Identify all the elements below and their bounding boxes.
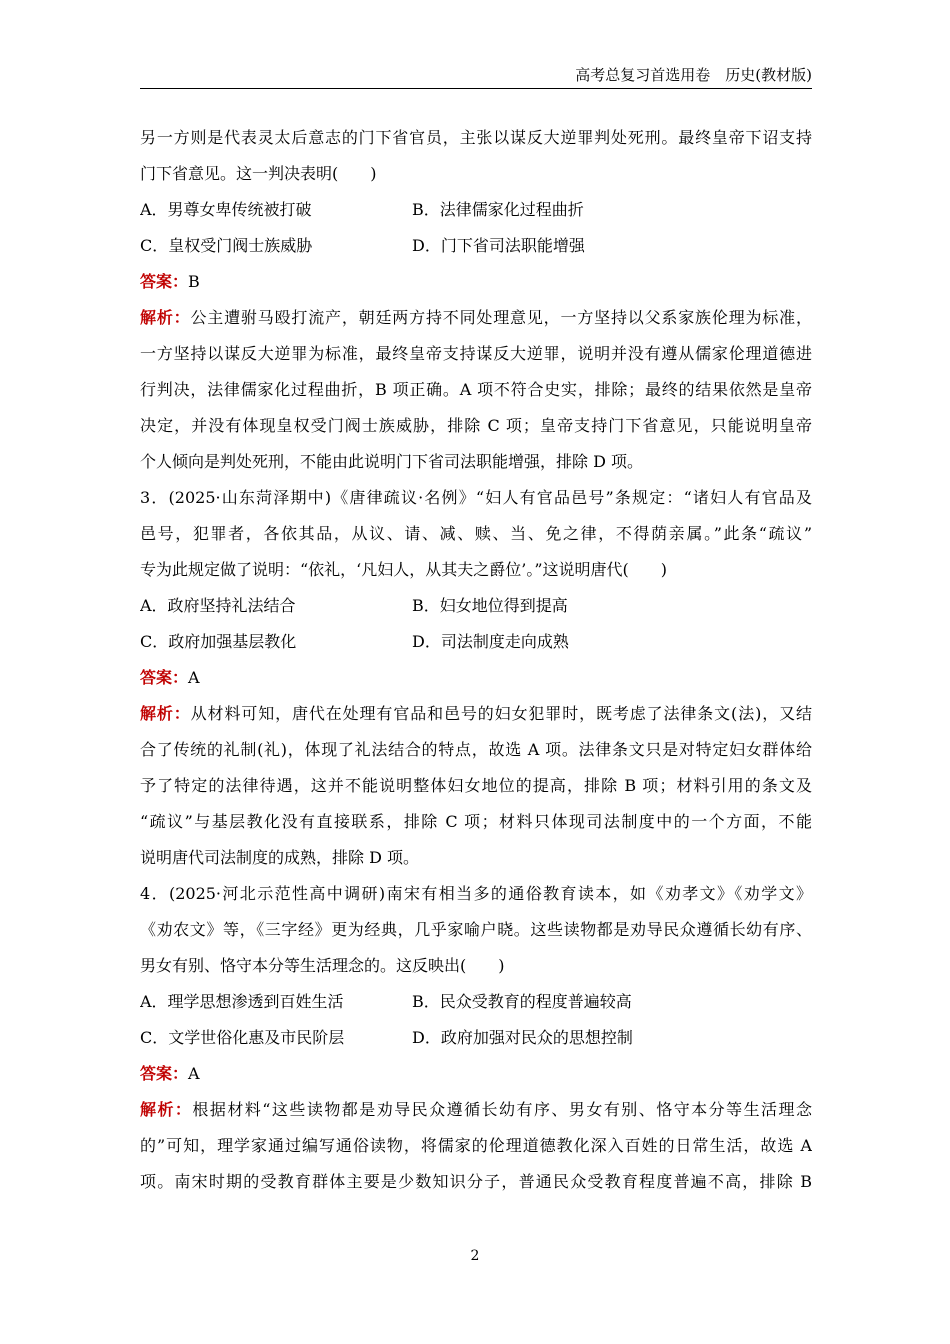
- q2-analysis-line: 一方坚持以谋反大逆罪为标准，最终皇帝支持谋反大逆罪，说明并没有遵从儒家伦理道德进: [140, 344, 812, 363]
- q3-option-b: B．妇女地位得到提高: [412, 596, 568, 615]
- analysis-text: 从材料可知，唐代在处理有官品和邑号的妇女犯罪时，既考虑了法律条文(法)，又结: [190, 704, 812, 723]
- q4-stem-line: 《劝农文》等，《三字经》更为经典，几乎家喻户晓。这些读物都是劝导民众遵循长幼有序、: [140, 920, 812, 939]
- answer-label: 答案：: [140, 668, 189, 687]
- analysis-label: 解析：: [140, 308, 191, 327]
- q2-option-a: A．男尊女卑传统被打破: [140, 200, 312, 219]
- q4-option-c: C．文学世俗化惠及市民阶层: [140, 1028, 345, 1047]
- q4-option-d: D．政府加强对民众的思想控制: [412, 1028, 633, 1047]
- q2-option-c: C．皇权受门阀士族威胁: [140, 236, 313, 255]
- q4-options-row: [140, 984, 812, 1020]
- q4-option-b: B．民众受教育的程度普遍较高: [412, 992, 632, 1011]
- q4-option-a: A．理学思想渗透到百姓生活: [140, 992, 344, 1011]
- q2-answer: [140, 264, 812, 300]
- answer-label: 答案：: [140, 1064, 189, 1083]
- q3-analysis-line: 说明唐代司法制度的成熟，排除 D 项。: [140, 848, 420, 867]
- header-rule: [140, 88, 812, 89]
- analysis-label: 解析：: [140, 704, 191, 723]
- q3-analysis-line: 予了特定的法律待遇，这并不能说明整体妇女地位的提高，排除 B 项；材料引用的条文及: [140, 776, 812, 795]
- running-header: 高考总复习首选用卷 历史(教材版): [575, 66, 812, 84]
- q3-stem-line: 专为此规定做了说明：“依礼，‘凡妇人，从其夫之爵位’。”这说明唐代( ): [140, 560, 668, 579]
- q2-option-b: B．法律儒家化过程曲折: [412, 200, 584, 219]
- q4-stem-line: 4．(2025·河北示范性高中调研)南宋有相当多的通俗教育读本，如《劝孝文》《劝学文》: [140, 884, 812, 903]
- q4-options-row: [140, 1020, 812, 1056]
- page-number: 2: [470, 1248, 480, 1264]
- q4-answer: [140, 1056, 812, 1092]
- q3-option-a: A．政府坚持礼法结合: [140, 596, 296, 615]
- q4-analysis-line: 项。南宋时期的受教育群体主要是少数知识分子，普通民众受教育程度普遍不高，排除 B: [140, 1172, 812, 1191]
- q3-analysis-line: 合了传统的礼制(礼)，体现了礼法结合的特点，故选 A 项。法律条文只是对特定妇女群体给: [140, 740, 812, 759]
- q2-stem-line: 门下省意见。这一判决表明( ): [140, 164, 377, 183]
- q2-analysis-line: 决定，并没有体现皇权受门阀士族威胁，排除 C 项；皇帝支持门下省意见，只能说明皇帝: [140, 416, 812, 435]
- analysis-text: 根据材料“这些读物都是劝导民众遵循长幼有序、男女有别、恪守本分等生活理念: [192, 1100, 812, 1119]
- answer-value: A: [188, 668, 200, 687]
- q3-analysis-line: “疏议”与基层教化没有直接联系，排除 C 项；材料只体现司法制度中的一个方面，不能: [140, 812, 812, 831]
- q3-option-d: D．司法制度走向成熟: [412, 632, 569, 651]
- q2-option-d: D．门下省司法职能增强: [412, 236, 585, 255]
- q2-stem-line: 另一方则是代表灵太后意志的门下省官员，主张以谋反大逆罪判处死刑。最终皇帝下诏支持: [140, 128, 812, 147]
- q2-analysis-line: [140, 300, 812, 336]
- q2-analysis-line: 行判决，法律儒家化过程曲折，B 项正确。A 项不符合史实，排除；最终的结果依然是皇帝: [140, 380, 812, 399]
- q3-analysis-line: [140, 696, 812, 732]
- q2-options-row: [140, 192, 812, 228]
- answer-value: A: [188, 1064, 200, 1083]
- q4-stem-line: 男女有别、恪守本分等生活理念的。这反映出( ): [140, 956, 505, 975]
- analysis-label: 解析：: [140, 1100, 193, 1119]
- q4-analysis-line: [140, 1092, 812, 1128]
- q3-options-row: [140, 624, 812, 660]
- answer-label: 答案：: [140, 272, 189, 291]
- q3-answer: [140, 660, 812, 696]
- analysis-text: 公主遭驸马殴打流产，朝廷两方持不同处理意见，一方坚持以父系家族伦理为标准，: [190, 308, 812, 327]
- q3-stem-line: 邑号，犯罪者，各依其品，从议、请、减、赎、当、免之律，不得荫亲属。”此条“疏议”: [140, 524, 812, 543]
- q3-option-c: C．政府加强基层教化: [140, 632, 297, 651]
- q2-analysis-line: 个人倾向是判处死刑，不能由此说明门下省司法职能增强，排除 D 项。: [140, 452, 644, 471]
- page-content: [140, 120, 812, 1200]
- q3-stem-line: 3．(2025·山东菏泽期中)《唐律疏议·名例》“妇人有官品邑号”条规定：“诸妇人有官品及: [140, 488, 812, 507]
- q3-options-row: [140, 588, 812, 624]
- answer-value: B: [188, 272, 200, 291]
- q4-analysis-line: 的”可知，理学家通过编写通俗读物，将儒家的伦理道德教化深入百姓的日常生活，故选 A: [140, 1136, 812, 1155]
- q2-options-row: [140, 228, 812, 264]
